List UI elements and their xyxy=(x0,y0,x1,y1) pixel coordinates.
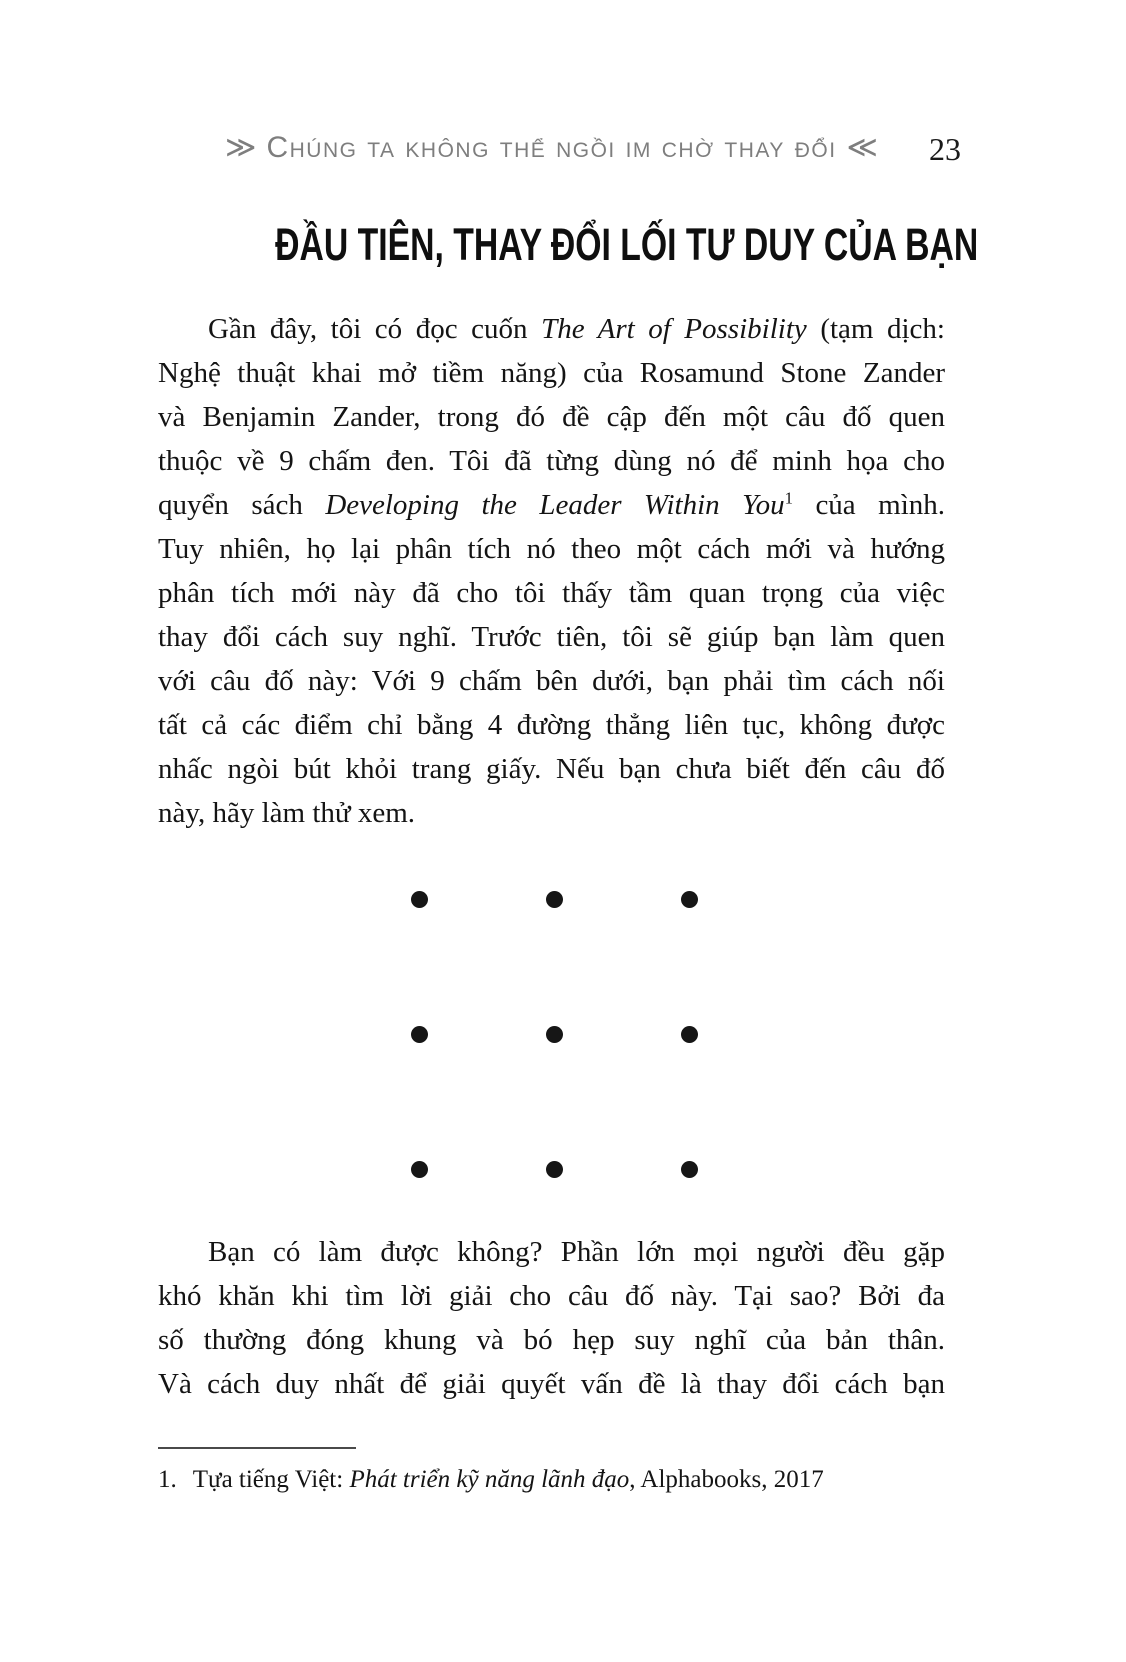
puzzle-dot xyxy=(411,1161,428,1178)
text-line xyxy=(158,1318,945,1362)
header-right-mark: ≪ xyxy=(846,131,878,164)
text-run: Bạn có làm được không? Phần lớn mọi người đều gặp xyxy=(208,1236,945,1268)
puzzle-dot xyxy=(546,891,563,908)
puzzle-dot xyxy=(546,1026,563,1043)
text-line xyxy=(158,791,945,835)
puzzle-dot xyxy=(411,891,428,908)
page-number: 23 xyxy=(929,131,961,167)
italic-text: Developing the Leader Within You xyxy=(325,489,785,521)
section-title xyxy=(158,216,979,274)
puzzle-dot xyxy=(681,891,698,908)
text-line xyxy=(158,571,945,615)
text-line xyxy=(158,615,945,659)
text-run: nhấc ngòi bút khỏi trang giấy. Nếu bạn chưa biết đến câu đố xyxy=(158,753,945,785)
text-line xyxy=(158,1362,945,1406)
text-run: Và cách duy nhất để giải quyết vấn đề là thay đổi cách bạn xyxy=(158,1368,945,1400)
italic-text: Phát triển kỹ năng lãnh đạo xyxy=(349,1466,630,1493)
footnote-number: 1. xyxy=(158,1466,177,1493)
text-run: với câu đố này: Với 9 chấm bên dưới, bạn phải tìm cách nối xyxy=(158,665,945,697)
text-run: , Alphabooks, 2017 xyxy=(629,1466,824,1493)
text-line xyxy=(158,1274,945,1318)
text-line xyxy=(158,1230,945,1274)
nine-dots-puzzle xyxy=(411,891,698,1178)
text-line xyxy=(158,439,945,483)
header-left-mark: ≫ xyxy=(225,131,257,164)
section-title-text: ĐẦU TIÊN, THAY ĐỔI LỐI TƯ DUY CỦA BẠN xyxy=(275,219,979,270)
text-run: này, hãy làm thử xem. xyxy=(158,797,416,829)
text-run: Tựa tiếng Việt: xyxy=(192,1466,350,1493)
puzzle-dot xyxy=(546,1161,563,1178)
text-run: tất cả các điểm chỉ bằng 4 đường thẳng liên tục, không được xyxy=(158,709,945,741)
text-run: (tạm dịch: xyxy=(806,313,945,345)
text-run: số thường đóng khung và bó hẹp suy nghĩ của bản thân. xyxy=(158,1324,945,1356)
text-run: của mình. xyxy=(792,489,945,521)
text-line xyxy=(158,395,945,439)
text-run: Nghệ thuật khai mở tiềm năng) của Rosamund Stone Zander xyxy=(158,357,945,389)
text-run: Gần đây, tôi có đọc cuốn xyxy=(208,313,542,345)
puzzle-dot xyxy=(681,1161,698,1178)
text-line xyxy=(158,483,945,527)
text-line xyxy=(158,659,945,703)
paragraph-intro xyxy=(158,307,945,835)
puzzle-dot xyxy=(681,1026,698,1043)
text-run: phân tích mới này đã cho tôi thấy tầm quan trọng của việc xyxy=(158,577,945,609)
text-run: khó khăn khi tìm lời giải cho câu đố này. Tại sao? Bởi đa xyxy=(158,1280,945,1312)
text-run: và Benjamin Zander, trong đó đề cập đến một câu đố quen xyxy=(158,401,945,433)
puzzle-dot xyxy=(411,1026,428,1043)
italic-text: The Art of Possibility xyxy=(541,313,807,345)
text-line xyxy=(158,747,945,791)
footnote-divider xyxy=(158,1447,356,1449)
footnote-text xyxy=(193,1466,824,1493)
text-run: quyển sách xyxy=(158,489,326,521)
text-line xyxy=(158,307,945,351)
text-run: thuộc về 9 chấm đen. Tôi đã từng dùng nó để minh họa cho xyxy=(158,445,945,477)
running-header xyxy=(158,128,961,168)
text-line xyxy=(158,527,945,571)
text-run: thay đổi cách suy nghĩ. Trước tiên, tôi sẽ giúp bạn làm quen xyxy=(158,621,945,653)
text-line xyxy=(158,703,945,747)
footnote-reference: 1 xyxy=(784,488,793,508)
running-title: Chúng ta không thể ngồi im chờ thay đổi xyxy=(266,131,837,164)
text-run: Tuy nhiên, họ lại phân tích nó theo một cách mới và hướng xyxy=(158,533,945,565)
paragraph-question xyxy=(158,1230,945,1406)
text-line xyxy=(158,351,945,395)
footnote xyxy=(158,1462,945,1498)
